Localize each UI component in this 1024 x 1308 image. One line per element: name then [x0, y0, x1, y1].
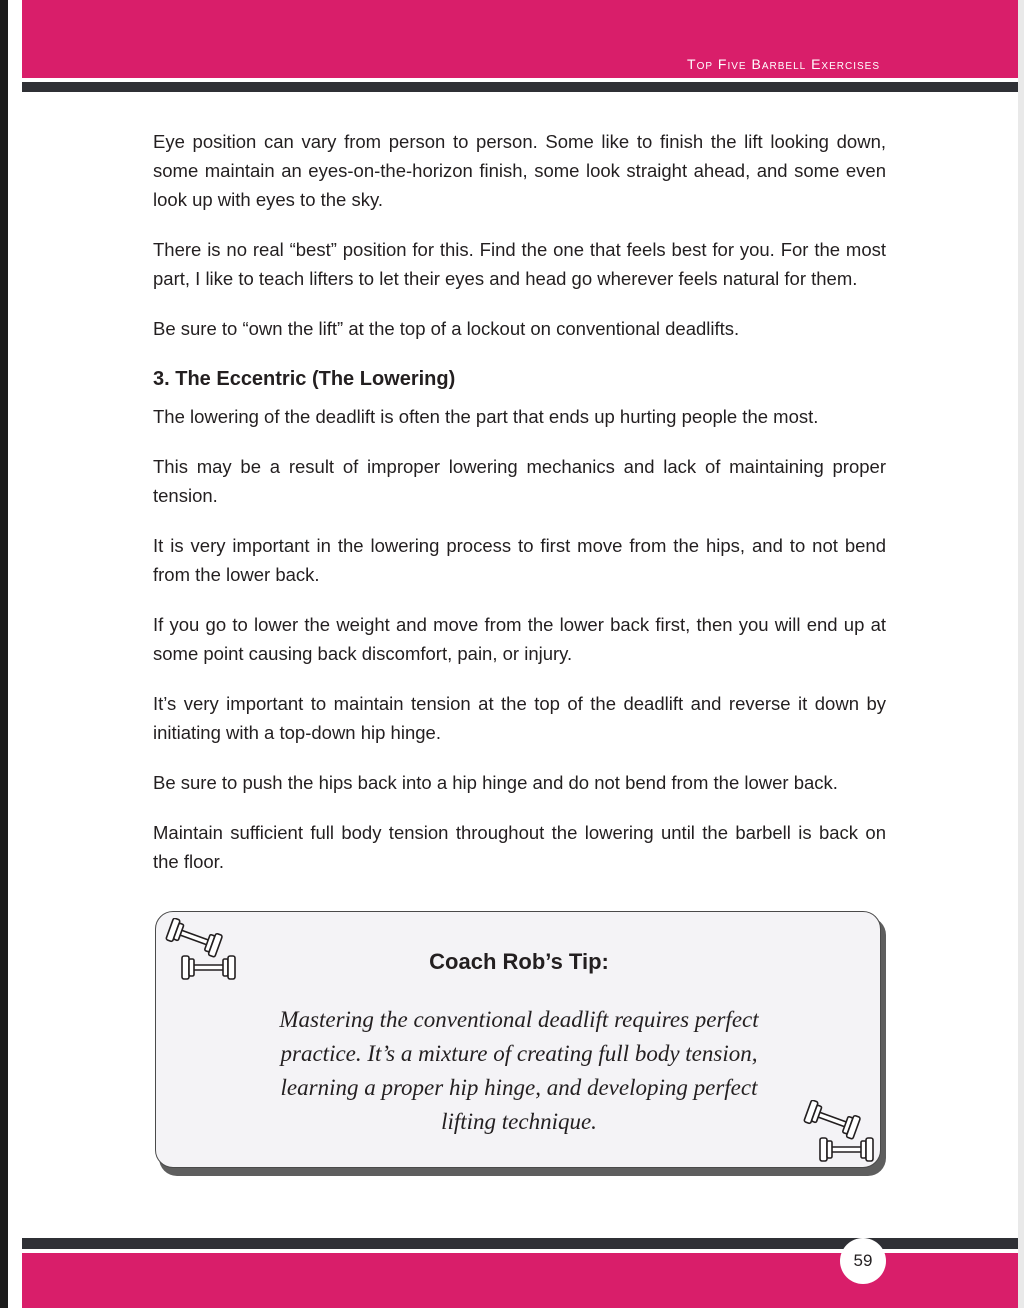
- paragraph: Eye position can vary from person to person. Some like to finish the lift looking down, some maintain an eyes-on-the-horizon finish, some look straight ahead, and some even look up with eyes to the sky.: [153, 131, 886, 210]
- paragraph: There is no real “best” position for this. Find the one that feels best for you. For the most part, I like to teach lifters to let their eyes and head go wherever feels natural for them.: [153, 239, 886, 289]
- header-rule: [22, 82, 1018, 92]
- header-band: [22, 0, 1018, 78]
- paragraph: The lowering of the deadlift is often the part that ends up hurting people the most.: [153, 406, 819, 427]
- page-number: 59: [840, 1238, 886, 1284]
- paragraph: This may be a result of improper lowering mechanics and lack of maintaining proper tension.: [153, 456, 886, 506]
- page-body: [153, 127, 886, 897]
- paragraph: It’s very important to maintain tension at the top of the deadlift and reverse it down by initiating with a top-down hip hinge.: [153, 693, 886, 743]
- dumbbells-icon: [800, 1100, 878, 1162]
- tip-text: Mastering the conventional deadlift requires perfect practice. It’s a mixture of creating full body tension, learning a proper hip hinge, and developing perfect lifting technique.: [279, 1007, 759, 1134]
- paragraph: If you go to lower the weight and move from the lower back first, then you will end up at some point causing back discomfort, pain, or injury.: [153, 614, 886, 664]
- paragraph: It is very important in the lowering process to first move from the hips, and to not bend from the lower back.: [153, 535, 886, 585]
- coach-tip-box: [155, 911, 881, 1168]
- tip-title: Coach Rob’s Tip:: [429, 949, 609, 974]
- section-heading: 3. The Eccentric (The Lowering): [153, 368, 456, 390]
- paragraph: Be sure to push the hips back into a hip hinge and do not bend from the lower back.: [153, 772, 838, 793]
- right-page-edge: [1018, 0, 1024, 1308]
- paragraph: Maintain sufficient full body tension throughout the lowering until the barbell is back on the floor.: [153, 822, 886, 872]
- left-page-edge: [0, 0, 8, 1308]
- running-header-title: Top Five Barbell Exercises: [687, 56, 880, 72]
- paragraph: Be sure to “own the lift” at the top of a lockout on conventional deadlifts.: [153, 318, 740, 339]
- dumbbells-icon: [162, 918, 240, 980]
